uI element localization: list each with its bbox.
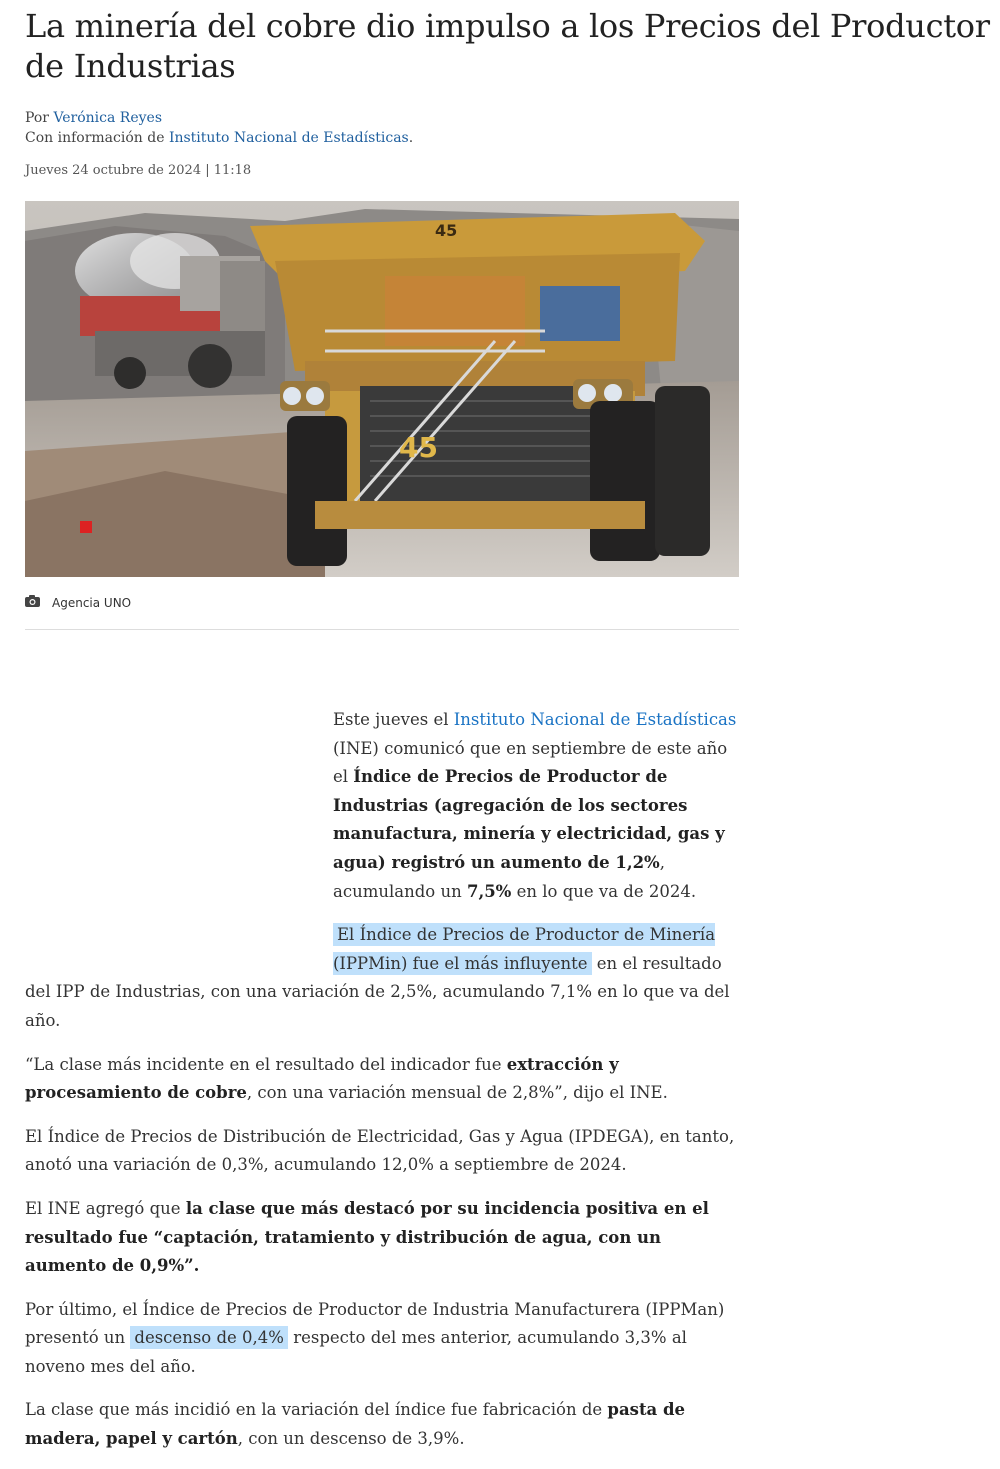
p1-text-3: , acumulando un: [333, 852, 665, 901]
truck-number-front: 45: [399, 431, 438, 464]
truck-number-top: 45: [435, 221, 458, 240]
source-suffix: .: [408, 130, 414, 146]
p2-text: en el resultado del IPP de Industrias, con una variación de 2,5%, acumulando 7,1% en lo que va del año.: [25, 953, 730, 1030]
p6-highlight: descenso de 0,4%: [130, 1326, 288, 1349]
paragraph-5: [25, 1195, 737, 1281]
p5-text: El INE agregó que: [25, 1198, 186, 1218]
source-prefix: Con información de: [25, 130, 165, 146]
p3-bold: extracción y procesamiento de cobre: [25, 1054, 619, 1103]
ine-link[interactable]: Instituto Nacional de Estadísticas: [453, 710, 737, 729]
p1-text-4: en lo que va de 2024.: [511, 881, 697, 901]
camera-icon: [25, 595, 40, 610]
paragraph-6: [25, 1296, 737, 1382]
publish-date: Jueves 24 octubre de 2024 | 11:18: [25, 163, 252, 178]
p1-bold-2: 7,5%: [466, 881, 512, 901]
p6-text-2: respecto del mes anterior, acumulando 3,3% al noveno mes del año.: [25, 1328, 687, 1376]
p4-text: El Índice de Precios de Distribución de Electricidad, Gas y Agua (IPDEGA), en tanto, anotó una variación de 0,3%, acumulando 12,0% a septiembre de 2024.: [25, 1126, 735, 1175]
p1-bold-1: Índice de Precios de Productor de Industrias (agregación de los sectores manufactura, minería y electricidad, gas y agua) registró un aumento de 1,2%: [333, 767, 725, 872]
caption-divider: [25, 629, 739, 630]
p1-text-2: (INE) comunicó que en septiembre de este año el: [333, 738, 728, 787]
p1-text: Este jueves el: [333, 710, 454, 729]
paragraph-4: [25, 1123, 737, 1180]
photo-credit: Agencia UNO: [52, 595, 132, 610]
article-photo: [25, 201, 739, 577]
article-body: [25, 706, 737, 1469]
p3-text: “La clase más incidente en el resultado del indicador fue: [25, 1054, 507, 1074]
paragraph-3: [25, 1051, 737, 1108]
author-link[interactable]: Verónica Reyes: [53, 110, 163, 126]
p7-text: La clase que más incidió en la variación del índice fue fabricación de: [25, 1400, 608, 1420]
p7-bold: pasta de madera, papel y cartón: [25, 1400, 686, 1449]
photo-caption: [25, 595, 131, 610]
paragraph-7: [25, 1396, 737, 1453]
p7-text-2: , con un descenso de 3,9%.: [237, 1429, 465, 1449]
p6-text: Por último, el Índice de Precios de Productor de Industria Manufacturera (IPPMan) presentó un: [25, 1299, 725, 1348]
article-headline: La minería del cobre dio impulso a los Precios del Productor de Industrias: [25, 7, 990, 85]
byline: [25, 108, 413, 148]
p3-text-2: , con una variación mensual de 2,8%”, dijo el INE.: [246, 1083, 668, 1103]
mining-truck-photo: [25, 201, 739, 577]
byline-prefix: Por: [25, 110, 49, 126]
p5-bold: la clase que más destacó por su incidencia positiva en el resultado fue “captación, tratamiento y distribución de agua, con un aumento de 0,9%”.: [25, 1198, 709, 1276]
ad-placeholder: [25, 706, 333, 964]
p2-highlight: El Índice de Precios de Productor de Minería (IPPMin) fue el más influyente: [333, 925, 716, 973]
source-link[interactable]: Instituto Nacional de Estadísticas: [168, 130, 409, 146]
